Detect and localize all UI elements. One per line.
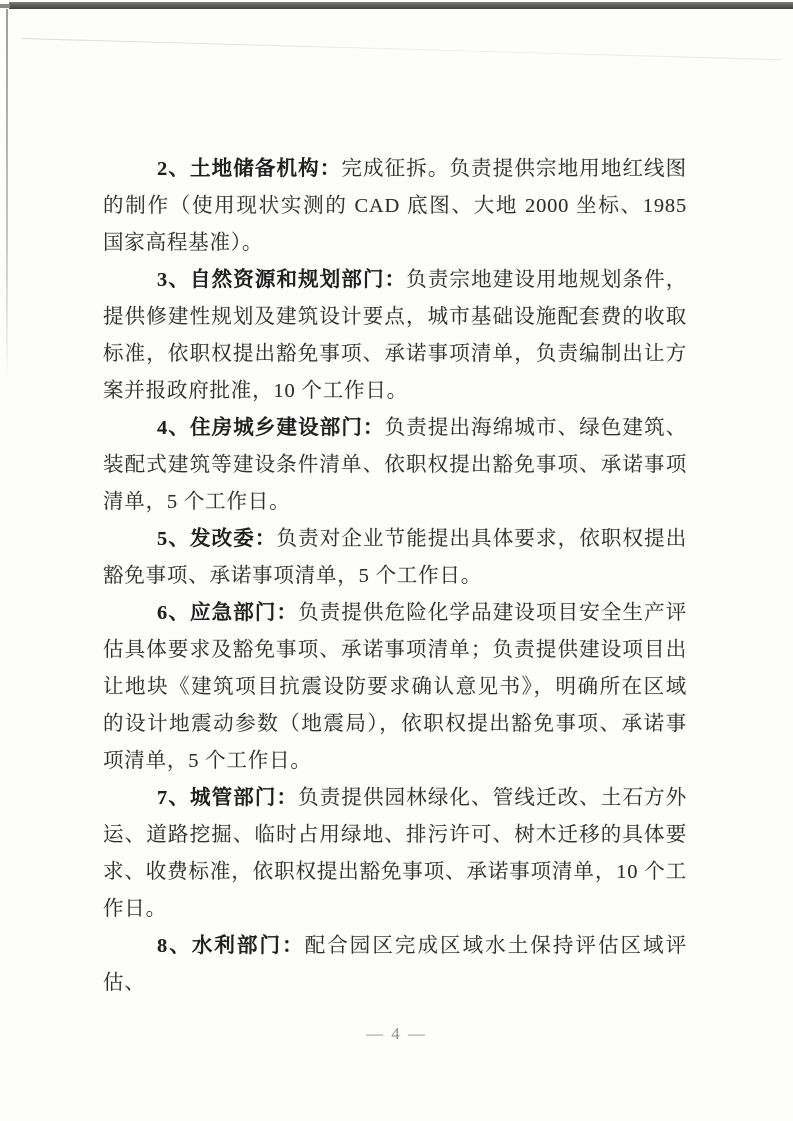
clause-department: 应急部门： (190, 602, 299, 624)
clause-department: 城管部门： (190, 787, 299, 809)
clause-department: 发改委： (190, 528, 277, 550)
clause-text: 配合园区完成区域水土保持评估区域评估、 (103, 935, 687, 994)
clause-4-housing-urban-rural-construction (103, 410, 687, 521)
scan-crease-line (22, 38, 782, 60)
scan-left-edge-artifact (6, 9, 8, 379)
clause-5-development-reform-commission (103, 521, 687, 595)
page-number: — 4 — (366, 1024, 427, 1043)
clause-department: 土地储备机构： (190, 158, 342, 180)
clause-number: 8、 (157, 935, 192, 957)
clause-number: 2、 (157, 158, 190, 180)
clause-text: 负责宗地建设用地规划条件，提供修建性规划及建筑设计要点，城市基础设施配套费的收取标准，依职权提出豁免事项、承诺事项清单，负责编制出让方案并报政府批准，10 个工作日。 (103, 269, 688, 402)
clause-number: 4、 (157, 417, 190, 439)
clause-number: 7、 (157, 787, 190, 809)
clause-text: 负责对企业节能提出具体要求，依职权提出豁免事项、承诺事项清单，5 个工作日。 (103, 528, 687, 587)
clause-department: 自然资源和规划部门： (190, 269, 407, 291)
clause-text: 负责提供危险化学品建设项目安全生产评估具体要求及豁免事项、承诺事项清单；负责提供建设项目出让地块《建筑项目抗震设防要求确认意见书》，明确所在区域的设计地震动参数（地震局），依职权提出豁免事项、承诺事项清单，5 个工作日。 (103, 602, 688, 772)
scan-top-edge-artifact (9, 2, 793, 9)
clause-department: 水利部门： (191, 935, 305, 957)
clause-number: 5、 (157, 528, 190, 550)
clause-3-natural-resources-planning (103, 262, 687, 410)
clause-text: 负责提供园林绿化、管线迁改、土石方外运、道路挖掘、临时占用绿地、排污许可、树木迁移的具体要求、收费标准，依职权提出豁免事项、承诺事项清单，10 个工作日。 (103, 787, 688, 920)
document-text-block (103, 151, 687, 1002)
clause-number: 6、 (157, 602, 190, 624)
clause-number: 3、 (157, 269, 190, 291)
scan-top-edge-tip-artifact (0, 4, 10, 8)
clause-text: 完成征拆。负责提供宗地用地红线图的制作（使用现状实测的 CAD 底图、大地 2000 坐标、1985 国家高程基准）。 (103, 158, 687, 254)
clause-department: 住房城乡建设部门： (190, 417, 385, 439)
clause-8-water-resources-department (103, 928, 687, 1002)
clause-2-land-reserve (103, 151, 687, 262)
clause-7-urban-management-department (103, 780, 687, 928)
clause-6-emergency-department (103, 595, 687, 780)
clause-text: 负责提出海绵城市、绿色建筑、装配式建筑等建设条件清单、依职权提出豁免事项、承诺事项清单，5 个工作日。 (103, 417, 687, 513)
